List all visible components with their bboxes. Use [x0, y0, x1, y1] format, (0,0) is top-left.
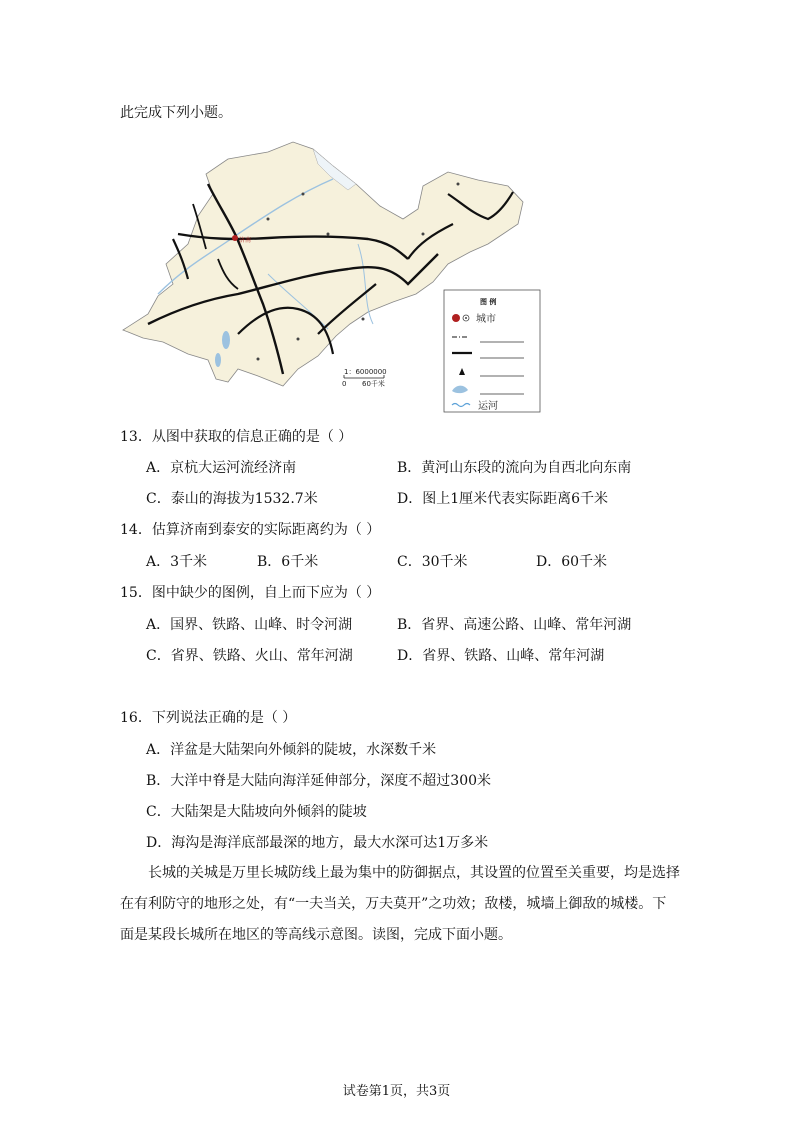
town-dot-8	[257, 358, 260, 361]
intro-text: 此完成下列小题。	[120, 105, 232, 121]
town-dot-4	[422, 233, 425, 236]
scale-zero: 0	[342, 380, 347, 388]
q14-option-c: C．30千米	[397, 554, 468, 570]
town-dot-3	[267, 218, 270, 221]
q13-option-b: B．黄河山东段的流向为自西北向东南	[397, 460, 632, 476]
city-label-jinan: 济南	[239, 237, 252, 244]
q14-option-a: A．3千米	[146, 554, 208, 570]
town-dot-5	[457, 183, 460, 186]
q15-option-b: B．省界、高速公路、山峰、常年河湖	[397, 617, 632, 633]
scale-ratio: 1：6000000	[344, 368, 387, 376]
q16-option-b: B．大洋中脊是大陆向海洋延伸部分，深度不超过300米	[146, 773, 492, 789]
q13-option-a: A．京杭大运河流经济南	[146, 460, 297, 476]
q14-option-b: B．6千米	[257, 554, 319, 570]
q15-option-d: D．省界、铁路、山峰、常年河湖	[397, 648, 605, 664]
legend-canal-label: 运河	[478, 401, 498, 412]
legend-city-icon	[452, 314, 460, 322]
legend-city-label: 城市	[476, 314, 496, 325]
lake-2	[215, 353, 221, 367]
page-footer: 试卷第1页，共3页	[342, 1084, 451, 1099]
town-dot-1	[302, 193, 305, 196]
q15-option-c: C．省界、铁路、火山、常年河湖	[146, 648, 353, 664]
legend-box	[444, 290, 540, 412]
q16-option-d: D．海沟是海洋底部最深的地方，最大水深可达1万多米	[146, 835, 489, 851]
q14-option-d: D．60千米	[536, 554, 608, 570]
question-13: 13．从图中获取的信息正确的是（ ）	[120, 429, 353, 445]
legend-title: 图 例	[480, 298, 497, 306]
lake-1	[222, 331, 230, 349]
shandong-map	[118, 124, 543, 416]
town-dot-6	[362, 318, 365, 321]
q15-option-a: A．国界、铁路、山峰、时令河湖	[146, 617, 353, 633]
q16-option-c: C．大陆架是大陆坡向外倾斜的陡坡	[146, 804, 367, 820]
q13-option-c: C．泰山的海拔为1532.7米	[146, 491, 318, 507]
q16-option-a: A．洋盆是大陆架向外倾斜的陡坡，水深数千米	[146, 742, 437, 758]
passage-great-wall: 长城的关城是万里长城防线上最为集中的防御据点，其设置的位置至关重要，均是选择在有利防守的地形之处，有“一夫当关，万夫莫开”之功效；敌楼，城墙上御敌的城楼。下面是某段长城所在地区的等高线示意图。读图，完成下面小题。	[120, 865, 680, 943]
scale-distance: 60千米	[362, 380, 385, 388]
question-14: 14．估算济南到泰安的实际距离约为（ ）	[120, 522, 381, 538]
town-dot-7	[297, 338, 300, 341]
town-dot-2	[327, 233, 330, 236]
city-marker-jinan	[232, 235, 238, 241]
question-16: 16．下列说法正确的是（ ）	[120, 710, 297, 726]
question-15: 15．图中缺少的图例，自上而下应为（ ）	[120, 585, 381, 601]
q13-option-d: D．图上1厘米代表实际距离6千米	[397, 491, 609, 507]
